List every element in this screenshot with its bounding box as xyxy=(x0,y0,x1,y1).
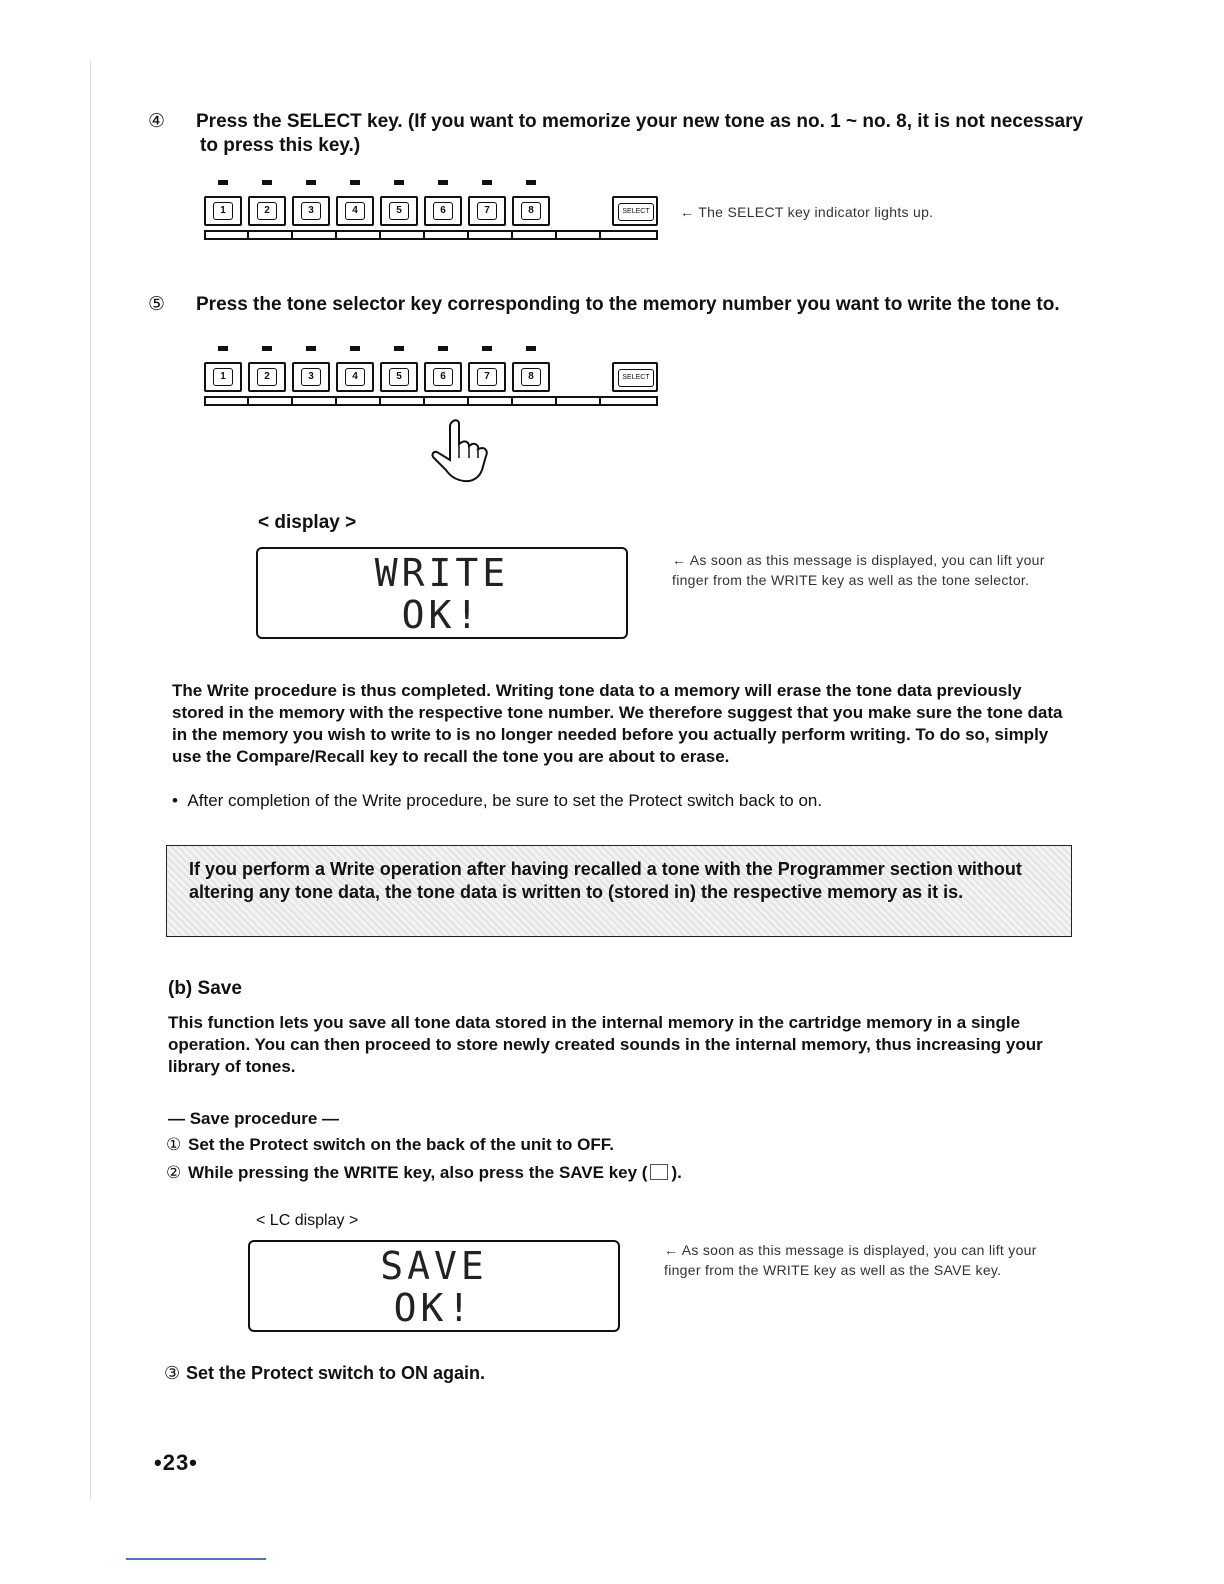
save-step-3 xyxy=(164,1362,1064,1384)
tone-selector-key-label: 7 xyxy=(477,368,497,386)
tone-selector-key-label: 6 xyxy=(433,368,453,386)
tone-selector-key[interactable] xyxy=(424,362,462,392)
key-indicator-led xyxy=(306,180,316,185)
lcd-save-line-2: OK! xyxy=(393,1286,475,1330)
tone-selector-key[interactable] xyxy=(424,196,462,226)
tone-selector-key[interactable] xyxy=(380,362,418,392)
tone-selector-key[interactable] xyxy=(468,362,506,392)
tone-selector-key-label: 6 xyxy=(433,202,453,220)
key-indicator-led xyxy=(350,346,360,351)
tone-selector-key-label: 1 xyxy=(213,368,233,386)
save-key-icon xyxy=(650,1164,668,1180)
lcd-line-1: WRITE xyxy=(374,551,510,595)
save-step-2-end: ). xyxy=(671,1163,682,1182)
tone-selector-key[interactable] xyxy=(292,196,330,226)
save-step-1-marker: ① xyxy=(166,1135,182,1154)
page-number: •23• xyxy=(154,1450,198,1475)
tone-selector-key[interactable] xyxy=(336,362,374,392)
tone-selector-key[interactable] xyxy=(204,362,242,392)
key-indicator-led xyxy=(306,346,316,351)
lcd-save-ok xyxy=(248,1240,620,1332)
key-label-strip xyxy=(204,396,658,406)
tone-selector-key[interactable] xyxy=(292,362,330,392)
key-indicator-led xyxy=(526,346,536,351)
pointing-hand-icon xyxy=(422,418,502,484)
save-step-3-marker: ③ xyxy=(164,1363,181,1383)
save-step-1 xyxy=(166,1134,1066,1156)
tone-selector-key[interactable] xyxy=(468,196,506,226)
select-key-label: SELECT xyxy=(618,203,654,221)
tone-selector-key[interactable] xyxy=(512,196,550,226)
tone-selector-key[interactable] xyxy=(248,362,286,392)
bullet-text: After completion of the Write procedure, be sure to set the Protect switch back to on. xyxy=(187,791,823,810)
key-indicator-led xyxy=(394,180,404,185)
save-step-3-text: Set the Protect switch to ON again. xyxy=(186,1363,486,1383)
key-indicator-led xyxy=(482,346,492,351)
step-5-marker: ⑤ xyxy=(148,294,166,315)
boxed-note-text: If you perform a Write operation after having recalled a tone with the Programmer section without altering any tone data, the tone data is written to (stored in) the respective memory as it is. xyxy=(189,859,1022,902)
boxed-note xyxy=(166,845,1072,937)
step-4-marker: ④ xyxy=(148,111,166,132)
key-indicator-led xyxy=(218,180,228,185)
key-indicator-led xyxy=(482,180,492,185)
save-step-1-text: Set the Protect switch on the back of the unit to OFF. xyxy=(188,1135,614,1154)
tone-selector-key[interactable] xyxy=(512,362,550,392)
tone-selector-key-label: 5 xyxy=(389,202,409,220)
save-paragraph: This function lets you save all tone data stored in the internal memory in the cartridge memory in a single operation. You can then proceed to store newly created sounds in the internal memory, thus increasing your library of tones. xyxy=(168,1013,1043,1076)
save-procedure-title: — Save procedure — xyxy=(168,1109,340,1128)
tone-selector-key[interactable] xyxy=(336,196,374,226)
key-indicator-led xyxy=(526,180,536,185)
tone-selector-key-label: 8 xyxy=(521,202,541,220)
step-5 xyxy=(148,293,1110,317)
tone-selector-key-label: 8 xyxy=(521,368,541,386)
select-key-label: SELECT xyxy=(618,369,654,387)
tone-selector-key-label: 3 xyxy=(301,202,321,220)
lcd-line-2: OK! xyxy=(401,593,483,637)
lcd-save-line-1: SAVE xyxy=(380,1244,488,1288)
tone-selector-key-label: 4 xyxy=(345,202,365,220)
step-4-text: Press the SELECT key. (If you want to memorize your new tone as no. 1 ~ no. 8, it is not necessary to press this key.) xyxy=(196,111,1084,156)
tone-selector-key[interactable] xyxy=(380,196,418,226)
step-4 xyxy=(148,110,1100,158)
key-indicator-led xyxy=(350,180,360,185)
key-indicator-led xyxy=(218,346,228,351)
save-display-note: ← As soon as this message is displayed, you can lift your finger from the WRITE key as well as the SAVE key. xyxy=(664,1242,1037,1278)
scan-bottom-line xyxy=(126,1558,266,1560)
display-note: ← As soon as this message is displayed, you can lift your finger from the WRITE key as well as the tone selector. xyxy=(672,552,1045,588)
display-label: < display > xyxy=(258,512,357,533)
key-indicator-led xyxy=(394,346,404,351)
bullet-icon: • xyxy=(172,791,188,810)
key-indicator-led xyxy=(262,346,272,351)
tone-selector-key-label: 5 xyxy=(389,368,409,386)
lc-display-label: < LC display > xyxy=(256,1212,359,1229)
step-5-text: Press the tone selector key corresponding to the memory number you want to write the tone to. xyxy=(196,294,1060,315)
save-step-2 xyxy=(166,1162,1066,1184)
select-key[interactable] xyxy=(612,196,658,226)
keyboard-select-lit xyxy=(204,180,664,272)
tone-selector-key-label: 2 xyxy=(257,368,277,386)
select-key[interactable] xyxy=(612,362,658,392)
save-step-2-text: While pressing the WRITE key, also press the SAVE key ( xyxy=(188,1163,648,1182)
tone-selector-key-label: 4 xyxy=(345,368,365,386)
save-heading: (b) Save xyxy=(168,978,242,999)
protect-bullet xyxy=(172,790,1072,812)
tone-selector-key-label: 3 xyxy=(301,368,321,386)
write-procedure-paragraph: The Write procedure is thus completed. Writing tone data to a memory will erase the tone data previously stored in the memory with the respective tone number. We therefore suggest that you make sure the tone data in the memory you wish to write to is no longer needed before you actually perform writing. To do so, simply use the Compare/Recall key to recall the tone you are about to erase. xyxy=(172,681,1063,766)
tone-selector-key-label: 2 xyxy=(257,202,277,220)
scan-edge-line xyxy=(90,60,91,1500)
tone-selector-key-label: 7 xyxy=(477,202,497,220)
key-indicator-led xyxy=(438,346,448,351)
key-indicator-led xyxy=(438,180,448,185)
save-step-2-marker: ② xyxy=(166,1163,182,1182)
key-label-strip xyxy=(204,230,658,240)
key-indicator-led xyxy=(262,180,272,185)
tone-selector-key[interactable] xyxy=(248,196,286,226)
lcd-write-ok xyxy=(256,547,628,639)
tone-selector-key[interactable] xyxy=(204,196,242,226)
tone-selector-key-label: 1 xyxy=(213,202,233,220)
select-indicator-note: ← The SELECT key indicator lights up. xyxy=(680,204,934,220)
